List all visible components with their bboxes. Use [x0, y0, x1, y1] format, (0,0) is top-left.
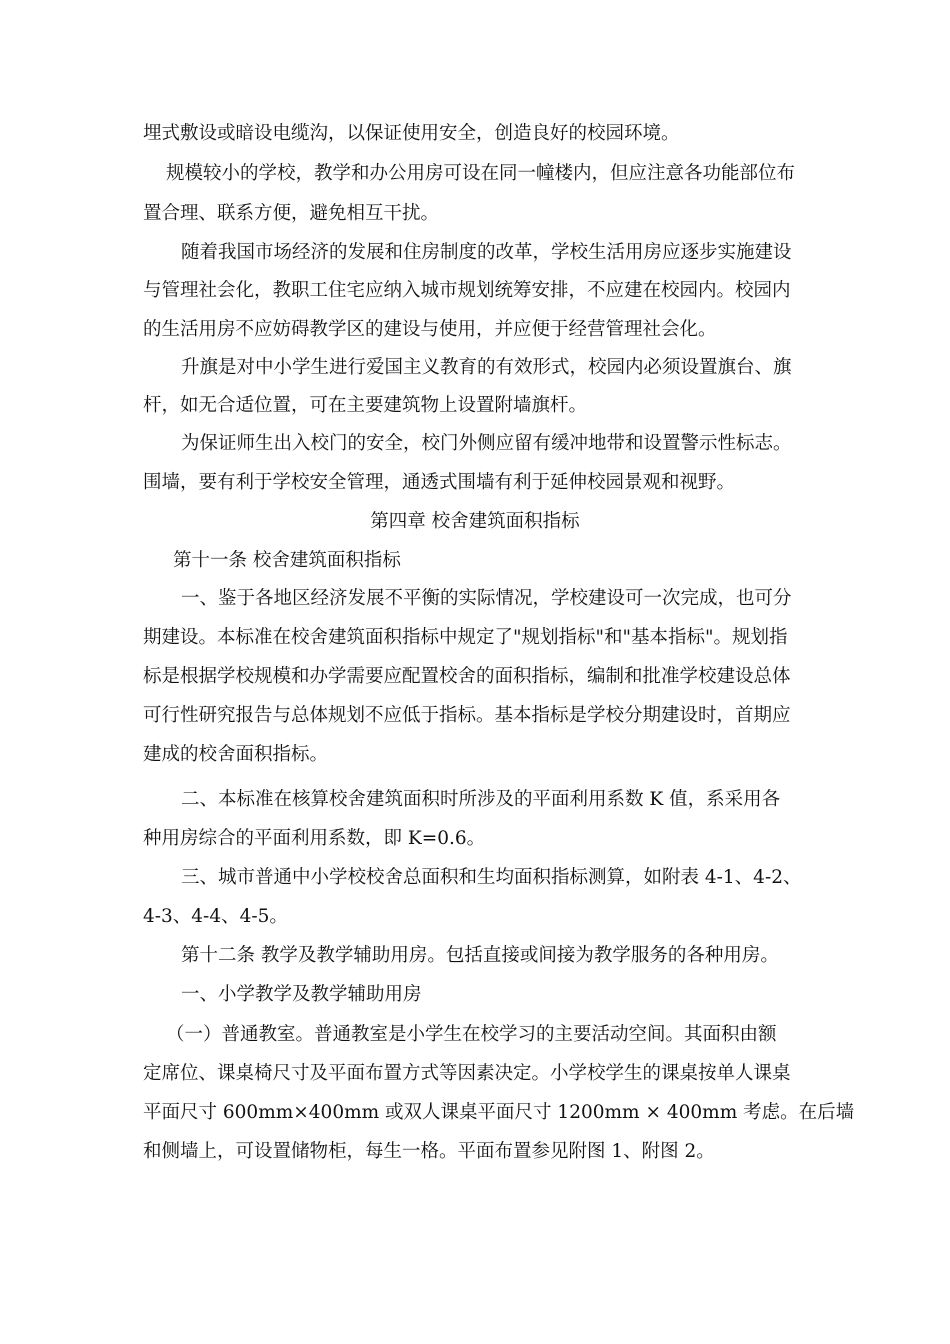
paragraph-line: 埋式敷设或暗设电缆沟，以保证使用安全，创造良好的校园环境。 — [143, 123, 680, 144]
paragraph-line: 和侧墙上，可设置储物柜，每生一格。平面布置参见附图 1、附图 2。 — [143, 1141, 715, 1162]
paragraph-line: 升旗是对中小学生进行爱国主义教育的有效形式，校园内必须设置旗台、旗 — [181, 357, 792, 378]
paragraph-line: 二、本标准在核算校舍建筑面积时所涉及的平面利用系数 K 值，系采用各 — [181, 789, 781, 810]
section-heading: 一、小学教学及教学辅助用房 — [181, 984, 422, 1005]
paragraph-line: 建成的校舍面积指标。 — [143, 744, 329, 765]
paragraph-line: 与管理社会化，教职工住宅应纳入城市规划统筹安排，不应建在校园内。校园内 — [143, 280, 791, 301]
paragraph-line: 种用房综合的平面利用系数，即 K=0.6。 — [143, 828, 486, 849]
paragraph-line: 三、城市普通中小学校校舍总面积和生均面积指标测算，如附表 4-1、4-2、 — [181, 867, 802, 888]
paragraph-line: 平面尺寸 600mm×400mm 或双人课桌平面尺寸 1200mm × 400mm 考虑。在后墙 — [143, 1102, 855, 1123]
paragraph-line: 一、鉴于各地区经济发展不平衡的实际情况，学校建设可一次完成，也可分 — [181, 588, 792, 609]
paragraph-line: 期建设。本标准在校舍建筑面积指标中规定了"规划指标"和"基本指标"。规划指 — [143, 627, 788, 648]
paragraph-line: 规模较小的学校，教学和办公用房可设在同一幢楼内，但应注意各功能部位布 — [166, 163, 796, 184]
chapter-heading: 第四章 校舍建筑面积指标 — [370, 511, 580, 532]
paragraph-line: 标是根据学校规模和办学需要应配置校舍的面积指标，编制和批准学校建设总体 — [143, 666, 791, 687]
paragraph-line: 定席位、课桌椅尺寸及平面布置方式等因素决定。小学校学生的课桌按单人课桌 — [143, 1063, 791, 1084]
paragraph-line: 可行性研究报告与总体规划不应低于指标。基本指标是学校分期建设时，首期应 — [143, 705, 791, 726]
paragraph-line: 置合理、联系方便，避免相互干扰。 — [143, 203, 440, 224]
paragraph-line: 杆，如无合适位置，可在主要建筑物上设置附墙旗杆。 — [143, 395, 588, 416]
paragraph-line: 围墙，要有利于学校安全管理，通透式围墙有利于延伸校园景观和视野。 — [143, 472, 736, 493]
article-heading: 第十一条 校舍建筑面积指标 — [173, 550, 401, 571]
article-heading: 第十二条 教学及教学辅助用房。包括直接或间接为教学服务的各种用房。 — [181, 945, 779, 966]
paragraph-line: （一）普通教室。普通教室是小学生在校学习的主要活动空间。其面积由额 — [166, 1024, 777, 1045]
paragraph-line: 随着我国市场经济的发展和住房制度的改革，学校生活用房应逐步实施建设 — [181, 242, 792, 263]
paragraph-line: 的生活用房不应妨碍教学区的建设与使用，并应便于经营管理社会化。 — [143, 319, 717, 340]
paragraph-line: 为保证师生出入校门的安全，校门外侧应留有缓冲地带和设置警示性标志。 — [181, 433, 792, 454]
paragraph-line: 4-3、4-4、4-5。 — [143, 906, 288, 927]
